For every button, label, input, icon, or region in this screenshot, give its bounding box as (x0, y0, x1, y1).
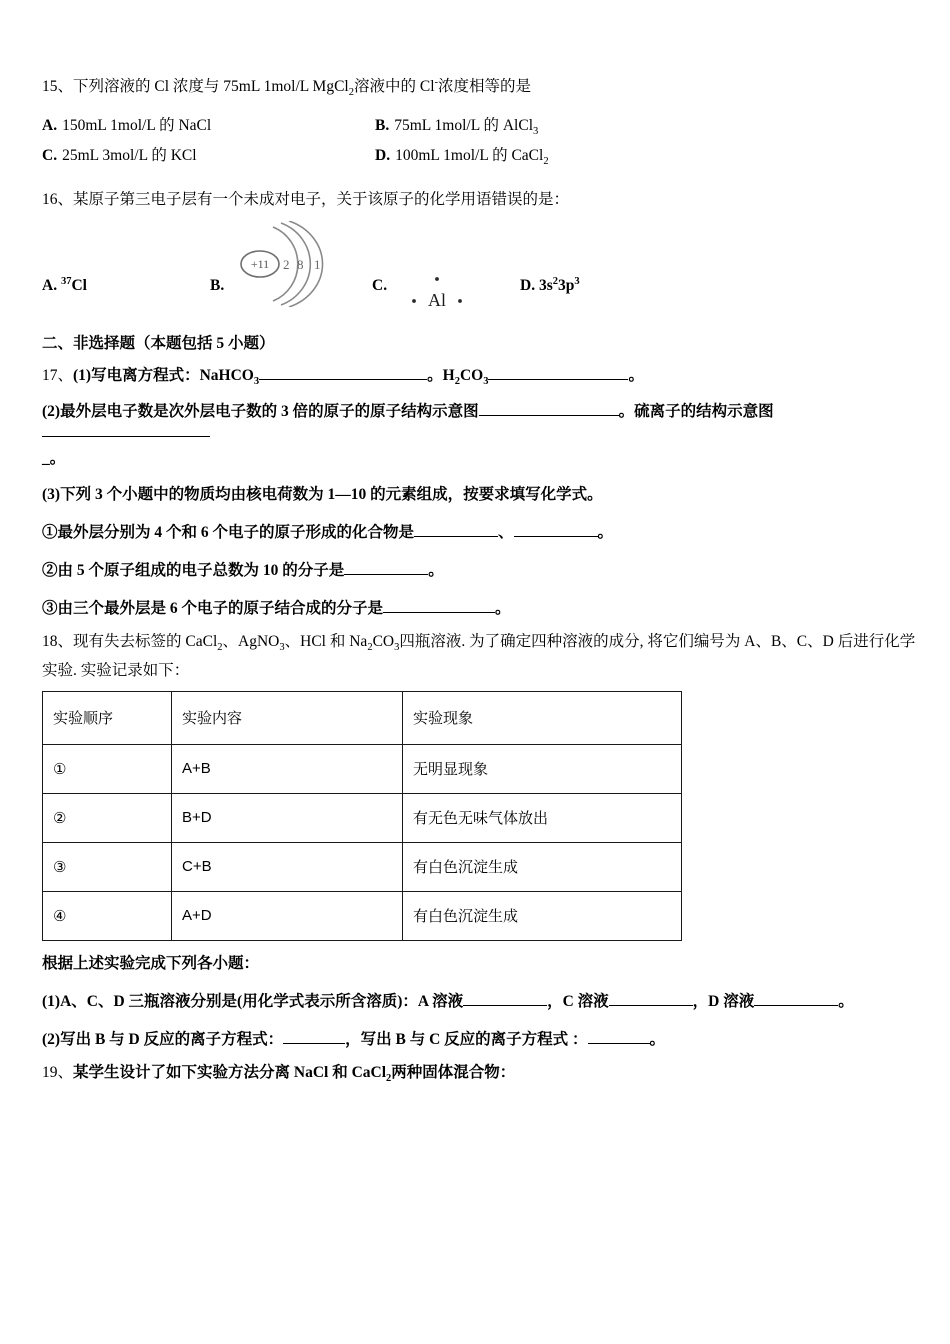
svg-text:1: 1 (314, 257, 321, 272)
table-row (43, 891, 682, 940)
question-15-stem-part1: 下列溶液的 Cl 浓度与 75mL 1mol/L MgCl (73, 78, 349, 95)
question-16-stem-text: 某原子第三电子层有一个未成对电子，关于该原子的化学用语错误的是： (73, 191, 570, 208)
svg-text:2: 2 (283, 257, 290, 272)
answer-blank-solution-a[interactable] (463, 990, 547, 1006)
question-15-option-row-1 (42, 113, 908, 143)
question-15-subscript-1: 2 (348, 87, 354, 99)
row-4-phenomenon: 有白色沉淀生成 (403, 891, 682, 940)
question-15-number: 15、 (42, 78, 74, 95)
row-3-content: C+B (172, 842, 403, 891)
option-d-label: D. (375, 147, 391, 164)
sub-2-text-b: ，写出 B 与 C 反应的离子方程式 ： (345, 1030, 588, 1048)
table-row (43, 793, 682, 842)
question-17-part-1 (42, 363, 908, 388)
question-15-options (42, 113, 908, 173)
answer-blank-solution-c[interactable] (609, 990, 693, 1006)
question-16-option-a[interactable] (42, 277, 87, 295)
row-2-order: ② (43, 793, 172, 842)
part-3-marker: (3) (42, 485, 61, 503)
question-15-option-a[interactable] (42, 113, 211, 135)
cacl2-subscript: 2 (217, 641, 223, 653)
option-a-label: A. (42, 117, 58, 134)
item-2-end: 。 (428, 561, 444, 579)
question-18-sub-1 (42, 989, 908, 1011)
question-16-number: 16、 (42, 191, 74, 208)
orbital-3s-exponent: 2 (552, 275, 559, 287)
item-1-marker: ① (42, 523, 58, 541)
question-15-option-c[interactable] (42, 143, 197, 165)
answer-blank-bd-equation[interactable] (283, 1028, 345, 1044)
na2co3-subscript-2: 3 (394, 641, 400, 653)
svg-text:Al: Al (428, 290, 446, 310)
isotope-mass-number: 37 (60, 275, 72, 287)
orbital-3p: 3p (558, 277, 575, 294)
question-16-options (42, 215, 908, 311)
na2co3-subscript-1: 2 (367, 641, 373, 653)
question-18-sub-2 (42, 1027, 908, 1049)
table-header-row (43, 691, 682, 744)
question-17-item-2 (42, 558, 908, 580)
option-b-subscript: 3 (533, 126, 539, 138)
isotope-element-symbol: Cl (71, 277, 87, 294)
row-1-phenomenon: 无明显现象 (403, 744, 682, 793)
item-3-end: 。 (495, 599, 511, 617)
sub-2-end: 。 (649, 1030, 666, 1048)
question-19-stem (42, 1063, 908, 1084)
question-17-part-2 (42, 399, 908, 442)
question-18-stem-line-1 (42, 632, 916, 653)
part-2-text-b: 。硫离子的结构示意图 (618, 403, 774, 420)
option-b-text: 75mL 1mol/L 的 AlCl (394, 117, 533, 134)
answer-blank-atom-diagram[interactable] (479, 400, 619, 416)
q18-stem-a: 现有失去标签的 CaCl (73, 632, 218, 650)
option-c-label: C. (372, 277, 388, 294)
row-1-order: ① (43, 744, 172, 793)
option-c-label: C. (42, 147, 58, 164)
part-1-end: 。 (628, 367, 644, 384)
question-17-item-1 (42, 520, 908, 542)
orbital-3p-exponent: 3 (574, 275, 580, 287)
table-header-phenomenon: 实验现象 (403, 691, 682, 744)
question-15-stem-part3: 浓度相等的是 (438, 78, 532, 95)
item-1-mid: 、 (498, 523, 514, 541)
sub-1-end: 。 (838, 992, 854, 1010)
part-2-wrap-tail: _。 (42, 449, 66, 467)
option-d-label: D. (520, 277, 536, 294)
row-4-order: ④ (43, 891, 172, 940)
q18-stem-d: CO (372, 632, 395, 650)
part-2-text-a: 最外层电子数是次外层电子数的 3 倍的原子的原子结构示意图 (60, 403, 479, 420)
svg-text:+11: +11 (250, 257, 270, 271)
sub-1-text-b: ，C 溶液 (547, 992, 609, 1010)
question-15-option-b[interactable] (375, 113, 539, 138)
question-17-number: 17、 (42, 367, 74, 384)
row-2-phenomenon: 有无色无味气体放出 (403, 793, 682, 842)
question-19-number: 19、 (42, 1063, 74, 1081)
question-15-stem-part2: 溶液中的 Cl (354, 78, 435, 95)
question-16-option-c[interactable] (372, 277, 387, 295)
question-15-option-row-2 (42, 143, 908, 173)
row-3-order: ③ (43, 842, 172, 891)
option-a-label: A. (42, 277, 58, 294)
question-16-stem (42, 187, 908, 209)
table-row (43, 842, 682, 891)
q18-stem-c: 、HCl 和 Na (284, 632, 368, 650)
sub-2-marker: (2) (42, 1030, 61, 1048)
item-1-end: 。 (597, 523, 614, 541)
sub-2-text-a: 写出 B 与 D 反应的离子方程式： (60, 1030, 284, 1048)
question-18-stem-line-2: 实验. 实验记录如下： (42, 662, 190, 680)
answer-blank-sulfide-ion[interactable] (42, 421, 210, 437)
q18-stem-b: 、AgNO (222, 632, 280, 650)
part-1-text: 写电离方程式：NaHCO (91, 367, 254, 384)
option-d-subscript: 2 (543, 156, 549, 168)
question-18-instruction: 根据上述实验完成下列各小题： (42, 954, 260, 972)
part-1-marker: (1) (73, 367, 92, 384)
answer-blank-bc-equation[interactable] (588, 1028, 650, 1044)
svg-text:8: 8 (297, 257, 304, 272)
question-15-stem (42, 74, 908, 99)
answer-blank-item-1-a[interactable] (414, 521, 498, 537)
orbital-3s: 3s (538, 277, 553, 294)
q19-text-a: 某学生设计了如下实验方法分离 NaCl 和 CaCl (73, 1063, 387, 1081)
sub-1-marker: (1) (42, 992, 61, 1010)
item-1-text: 最外层分别为 4 个和 6 个电子的原子形成的化合物是 (57, 523, 415, 541)
option-d-text: 100mL 1mol/L 的 CaCl (395, 147, 544, 164)
question-15-superscript-1: - (434, 76, 439, 88)
sub-1-text-c: ，D 溶液 (692, 992, 755, 1010)
answer-blank-h2co3[interactable] (488, 364, 628, 380)
answer-blank-solution-d[interactable] (754, 990, 838, 1006)
part-2-marker: (2) (42, 403, 61, 420)
lewis-dot-structure-icon (397, 273, 477, 313)
h2co3-subscript-2: 3 (483, 376, 489, 388)
section-2-heading: 二、非选择题（本题包括 5 小题） (42, 335, 275, 352)
table-header-order: 实验顺序 (43, 691, 172, 744)
option-b-label: B. (375, 117, 390, 134)
question-16-option-b[interactable] (210, 277, 224, 295)
item-2-text: 由 5 个原子组成的电子总数为 10 的分子是 (57, 561, 345, 579)
page-content (42, 74, 916, 1084)
part-3-text: 下列 3 个小题中的物质均由核电荷数为 1—10 的元素组成，按要求填写化学式。 (60, 485, 603, 503)
answer-blank-item-3[interactable] (383, 597, 495, 613)
q18-stem-e: 四瓶溶液. 为了确定四种溶液的成分, 将它们编号为 A、B、C、D 后进行化学 (399, 632, 916, 650)
h2co3-subscript-1: 2 (454, 376, 460, 388)
row-2-content: B+D (172, 793, 403, 842)
atom-shell-diagram-icon (235, 221, 343, 307)
question-18-number: 18、 (42, 632, 74, 650)
question-16-option-d[interactable] (520, 277, 580, 295)
sub-1-text-a: A、C、D 三瓶溶液分别是(用化学式表示所含溶质)：A 溶液 (60, 992, 464, 1010)
q19-text-b: 两种固体混合物： (391, 1063, 516, 1081)
table-row (43, 744, 682, 793)
item-2-marker: ② (42, 561, 58, 579)
item-3-text: 由三个最外层是 6 个电子的原子结合成的分子是 (57, 599, 384, 617)
table-header-content: 实验内容 (172, 691, 403, 744)
nahco3-subscript: 3 (253, 376, 260, 388)
question-17-item-3 (42, 596, 908, 618)
part-1-mid: 。H (427, 367, 455, 384)
option-a-text: 150mL 1mol/L 的 NaCl (62, 117, 212, 134)
question-15-option-d[interactable] (375, 143, 549, 168)
experiment-record-table (42, 691, 682, 941)
question-17-part-3 (42, 482, 908, 504)
q19-cacl2-subscript: 2 (386, 1072, 392, 1084)
row-3-phenomenon: 有白色沉淀生成 (403, 842, 682, 891)
row-1-content: A+B (172, 744, 403, 793)
item-3-marker: ③ (42, 599, 58, 617)
row-4-content: A+D (172, 891, 403, 940)
option-b-label: B. (210, 277, 225, 294)
answer-blank-nahco3[interactable] (259, 364, 427, 380)
agno3-subscript: 3 (279, 641, 285, 653)
answer-blank-item-2[interactable] (344, 559, 428, 575)
question-17-part-2-wrap (42, 446, 908, 468)
option-c-text: 25mL 3mol/L 的 KCl (62, 147, 197, 164)
part-1-mid-2: CO (459, 367, 484, 384)
answer-blank-item-1-b[interactable] (514, 521, 598, 537)
